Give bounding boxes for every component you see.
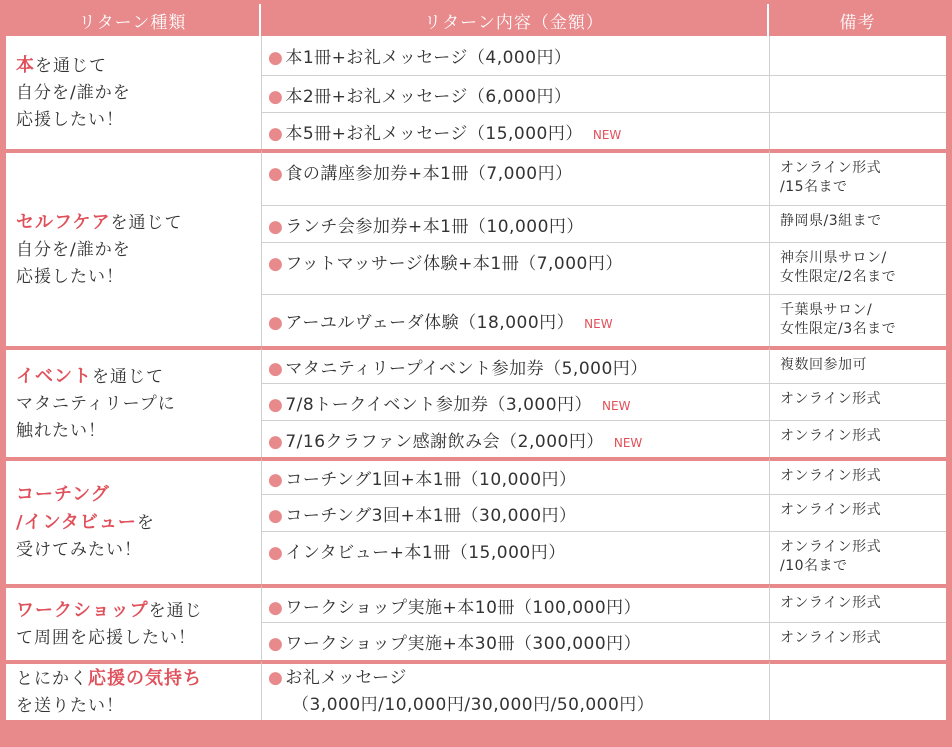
return-item: ● コーチング1回+本1冊（10,000円） bbox=[261, 457, 769, 494]
return-item: ● 食の講座参加券+本1冊（7,000円） bbox=[261, 149, 769, 205]
bullet-icon: ● bbox=[268, 313, 284, 333]
note-cell bbox=[769, 75, 946, 112]
table-row bbox=[6, 584, 946, 622]
bullet-icon: ● bbox=[268, 48, 284, 68]
return-type-book: 本を通じて 自分を/誰かを 応援したい！ bbox=[6, 36, 261, 149]
return-type-event: イベントを通じて マタニティリープに 触れたい！ bbox=[6, 346, 261, 457]
bullet-icon: ● bbox=[268, 470, 284, 490]
table-row bbox=[6, 660, 946, 720]
return-item: ● 本1冊+お礼メッセージ（4,000円） bbox=[261, 36, 769, 75]
note-cell: オンライン形式 bbox=[769, 457, 946, 494]
new-badge: NEW bbox=[592, 127, 622, 142]
bullet-icon: ● bbox=[268, 543, 284, 563]
return-item: ● コーチング3回+本1冊（30,000円） bbox=[261, 494, 769, 531]
note-cell: オンライン形式 bbox=[769, 622, 946, 660]
return-type-coaching: コーチング /インタビューを 受けてみたい！ bbox=[6, 457, 261, 584]
bullet-icon: ● bbox=[268, 254, 284, 274]
note-cell bbox=[769, 660, 946, 720]
header-return-content: リターン内容（金額） bbox=[261, 4, 769, 36]
table-row bbox=[6, 346, 946, 383]
header-row bbox=[6, 4, 946, 36]
bullet-icon: ● bbox=[268, 394, 284, 415]
bullet-icon: ● bbox=[268, 359, 284, 379]
new-badge: NEW bbox=[613, 435, 643, 450]
note-cell: 静岡県/3組まで bbox=[769, 205, 946, 242]
return-item: ● ワークショップ実施+本10冊（100,000円） bbox=[261, 584, 769, 622]
table-row bbox=[6, 36, 946, 75]
price-options: （3,000円/10,000円/30,000円/50,000円） bbox=[292, 695, 655, 715]
return-item: ● アーユルヴェーダ体験（18,000円） NEW bbox=[261, 294, 769, 346]
return-type-selfcare: セルフケアを通じて 自分を/誰かを 応援したい！ bbox=[6, 149, 261, 346]
note-cell: オンライン形式 bbox=[769, 584, 946, 622]
note-cell: オンライン形式 bbox=[769, 383, 946, 420]
bullet-icon: ● bbox=[268, 216, 284, 237]
note-cell: オンライン形式 /10名まで bbox=[769, 531, 946, 584]
return-item: ● お礼メッセージ （3,000円/10,000円/30,000円/50,000円） bbox=[261, 660, 769, 720]
note-cell: オンライン形式 bbox=[769, 420, 946, 457]
return-type-workshop: ワークショップを通じ て周囲を応援したい！ bbox=[6, 584, 261, 660]
bullet-icon: ● bbox=[268, 86, 284, 107]
return-item: ● 本5冊+お礼メッセージ（15,000円） NEW bbox=[261, 112, 769, 149]
header-return-type: リターン種類 bbox=[6, 4, 261, 36]
header-note: 備考 bbox=[769, 4, 946, 36]
type-highlight-2: /インタビュー bbox=[16, 512, 137, 533]
table-row bbox=[6, 149, 946, 205]
bullet-icon: ● bbox=[268, 123, 284, 144]
bullet-icon: ● bbox=[268, 164, 284, 184]
return-item: ● フットマッサージ体験+本1冊（7,000円） bbox=[261, 242, 769, 294]
return-item: ● マタニティリープイベント参加券（5,000円） bbox=[261, 346, 769, 383]
type-highlight: 本 bbox=[16, 54, 35, 76]
bullet-icon: ● bbox=[268, 431, 284, 452]
return-table bbox=[6, 4, 946, 720]
note-cell: 複数回参加可 bbox=[769, 346, 946, 383]
new-badge: NEW bbox=[584, 317, 613, 331]
type-highlight: 応援の気持ち bbox=[88, 667, 202, 689]
note-cell: オンライン形式 /15名まで bbox=[769, 149, 946, 205]
bullet-icon: ● bbox=[268, 634, 284, 654]
bullet-icon: ● bbox=[268, 505, 284, 526]
bullet-icon: ● bbox=[268, 668, 284, 688]
type-highlight: イベント bbox=[16, 365, 92, 387]
return-item: ● 7/16クラファン感謝飲み会（2,000円） NEW bbox=[261, 420, 769, 457]
return-item: ● ランチ会参加券+本1冊（10,000円） bbox=[261, 205, 769, 242]
return-item: ● ワークショップ実施+本30冊（300,000円） bbox=[261, 622, 769, 660]
note-cell bbox=[769, 36, 946, 75]
table-row bbox=[6, 457, 946, 494]
note-cell: 千葉県サロン/ 女性限定/3名まで bbox=[769, 294, 946, 346]
type-highlight: セルフケア bbox=[16, 211, 111, 233]
return-item: ● 本2冊+お礼メッセージ（6,000円） bbox=[261, 75, 769, 112]
note-cell bbox=[769, 112, 946, 149]
type-highlight: コーチング bbox=[16, 484, 110, 505]
type-highlight: ワークショップ bbox=[16, 599, 149, 621]
bullet-icon: ● bbox=[268, 597, 284, 618]
return-item: ● インタビュー+本1冊（15,000円） bbox=[261, 531, 769, 584]
return-type-support: とにかく応援の気持ち を送りたい！ bbox=[6, 660, 261, 720]
note-cell: 神奈川県サロン/ 女性限定/2名まで bbox=[769, 242, 946, 294]
note-cell: オンライン形式 bbox=[769, 494, 946, 531]
new-badge: NEW bbox=[602, 398, 631, 413]
return-item: ● 7/8トークイベント参加券（3,000円） NEW bbox=[261, 383, 769, 420]
